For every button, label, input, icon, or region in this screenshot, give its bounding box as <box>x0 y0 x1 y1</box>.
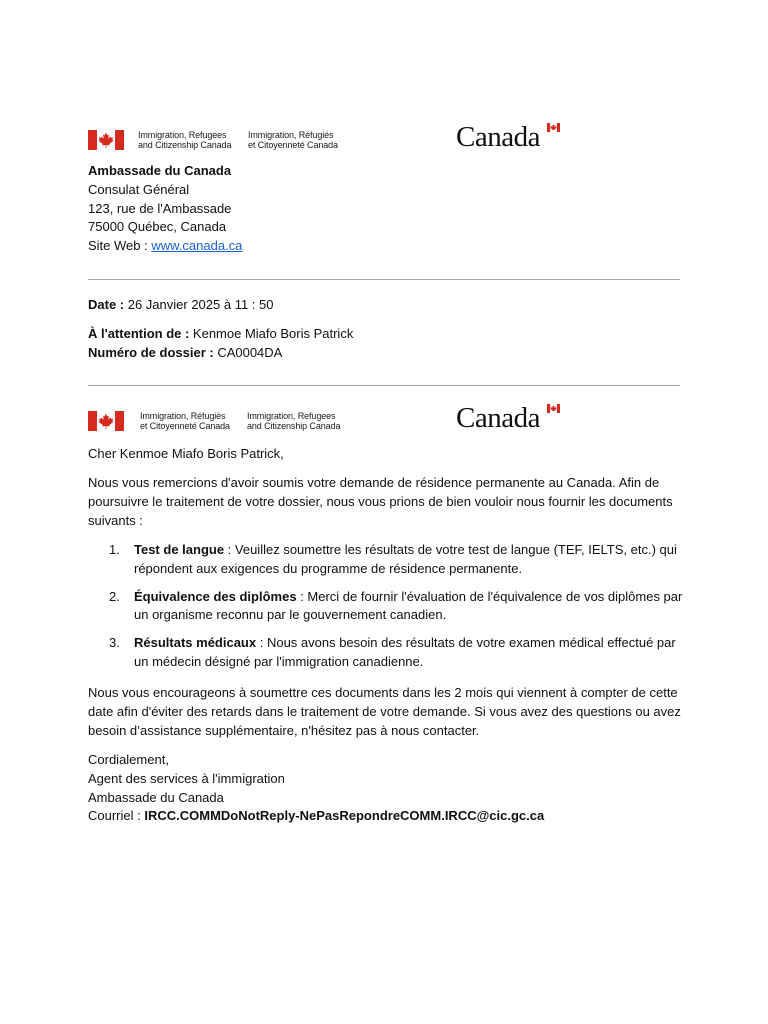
list-item-title: Équivalence des diplômes <box>134 588 297 604</box>
signature-line: et Citoyenneté Canada <box>140 421 230 431</box>
government-signature-header <box>88 402 563 436</box>
website-link[interactable]: www.canada.ca <box>151 238 243 254</box>
signature-line: Immigration, Refugees <box>138 130 227 140</box>
letter-intro <box>88 474 688 530</box>
embassy-street: 123, rue de l'Ambassade <box>88 200 232 216</box>
list-item-text: : Merci de fournir l'évaluation de l'équivalence de vos diplômes par un organisme reconnu par le gouvernement canadien. <box>134 588 683 623</box>
signature-english <box>138 130 231 150</box>
list-item <box>88 634 683 672</box>
list-item <box>88 588 683 626</box>
intro-text: Nous vous remercions d'avoir soumis votre demande de résidence permanente au Canada. Afin de poursuivre le traitement de votre dossier, nous vous prions de bien vouloir nous fournir les documents suivants : <box>88 475 673 528</box>
embassy-address <box>88 162 688 256</box>
recipient-details <box>88 325 688 363</box>
signature-french <box>140 411 230 431</box>
divider <box>88 279 680 280</box>
website-label: Site Web : <box>88 238 152 254</box>
canada-flag-icon <box>88 411 124 431</box>
closing-text: Cordialement, <box>88 752 169 767</box>
email-address: IRCC.COMMDoNotReply-NePasRepondreCOMM.IRCC@cic.gc.ca <box>144 808 545 824</box>
canada-wordmark-flag-icon <box>547 123 560 132</box>
date-value: 26 Janvier 2025 à 11 : 50 <box>127 297 274 312</box>
letter-encouragement <box>88 684 688 740</box>
encourage-text: Nous vous encourageons à soumettre ces documents dans les 2 mois qui viennent à compter de cette date afin d'éviter des retards dans le traitement de votre demande. Si vous avez des questions ou avez besoin d’assistance supplémentaire, n'hésitez pas à nous contacter. <box>88 685 681 738</box>
canada-wordmark <box>456 121 540 153</box>
greeting-text: Cher Kenmoe Miafo Boris Patrick, <box>88 446 284 461</box>
divider <box>88 385 680 386</box>
canada-wordmark-flag-icon <box>547 404 560 413</box>
signature-english <box>247 411 340 431</box>
list-item-title: Résultats médicaux <box>134 635 257 651</box>
letter-signature <box>88 751 688 826</box>
signature-line: and Citizenship Canada <box>247 421 341 431</box>
list-item-text: : Nous avons besoin des résultats de votre examen médical effectué par un médecin désigné par l'immigration canadienne. <box>134 635 676 669</box>
embassy-website <box>88 237 688 256</box>
date-label: Date : <box>88 297 128 312</box>
signature-line: et Citoyenneté Canada <box>248 140 338 150</box>
list-item-number: 3. <box>109 635 120 651</box>
letter-greeting <box>88 445 688 464</box>
list-item <box>88 541 683 579</box>
list-item-text: : Veuillez soumettre les résultats de votre test de langue (TEF, IELTS, etc.) qui répondent aux exigences du programme de résidence permanente. <box>134 542 677 576</box>
signature-french <box>248 130 338 150</box>
signer-title: Agent des services à l'immigration <box>88 770 285 786</box>
signature-line: and Citizenship Canada <box>138 140 232 150</box>
government-signature-header <box>88 121 563 155</box>
canada-flag-icon <box>88 130 124 150</box>
required-documents-list <box>88 541 683 681</box>
list-item-title: Test de langue <box>134 542 225 557</box>
signature-line: Immigration, Réfugiés <box>140 411 226 421</box>
list-item-number: 1. <box>109 542 120 557</box>
embassy-city: 75000 Québec, Canada <box>88 219 227 235</box>
signature-line: Immigration, Refugees <box>247 411 336 421</box>
embassy-office: Consulat Général <box>88 181 190 197</box>
attention-label: À l'attention de : <box>88 326 193 341</box>
embassy-name: Ambassade du Canada <box>88 163 232 178</box>
canada-wordmark <box>456 402 540 434</box>
letter-date <box>88 296 688 315</box>
file-number-label: Numéro de dossier : <box>88 344 218 360</box>
signature-line: Immigration, Réfugiés <box>248 130 334 140</box>
email-label: Courriel : <box>88 808 145 824</box>
contact-email <box>88 807 688 826</box>
list-item-number: 2. <box>109 588 120 604</box>
attention-value: Kenmoe Miafo Boris Patrick <box>192 326 354 341</box>
file-number-value: CA0004DA <box>217 344 283 360</box>
wordmark-text: Canada <box>456 121 540 153</box>
wordmark-text: Canada <box>456 402 540 434</box>
signer-organization: Ambassade du Canada <box>88 789 224 805</box>
